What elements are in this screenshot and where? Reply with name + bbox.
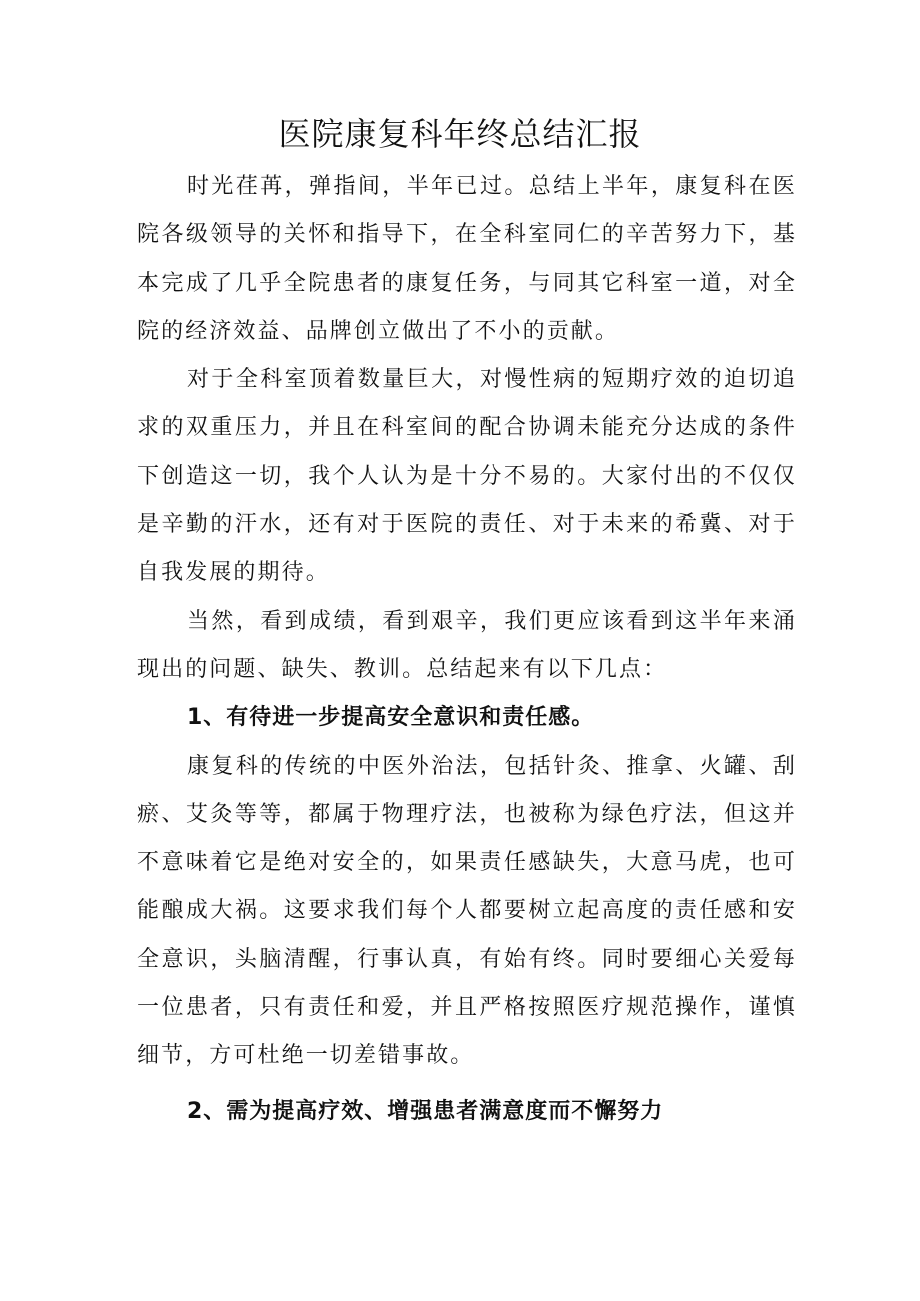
document-title: 医院康复科年终总结汇报 (278, 115, 642, 153)
paragraph-pressure: 对于全科室顶着数量巨大，对慢性病的短期疗效的迫切追求的双重压力，并且在科室间的配合协调未能充分达成的条件下创造这一切，我个人认为是十分不易的。大家付出的不仅仅是辛勤的汗水，还有对于医院的责任、对于未来的希冀、对于自我发展的期待。 (137, 367, 797, 586)
paragraph-problems: 当然，看到成绩，看到艰辛，我们更应该看到这半年来涌现出的问题、缺失、教训。总结起来有以下几点： (137, 608, 797, 682)
document-body (137, 163, 797, 1136)
paragraph-intro: 时光荏苒，弹指间，半年已过。总结上半年，康复科在医院各级领导的关怀和指导下，在全科室同仁的辛苦努力下，基本完成了几乎全院患者的康复任务，与同其它科室一道，对全院的经济效益、品牌创立做出了不小的贡献。 (137, 174, 797, 344)
section-heading-2: 2、需为提高疗效、增强患者满意度而不懈努力 (187, 1098, 664, 1124)
section-heading-1: 1、有待进一步提高安全意识和责任感。 (187, 705, 595, 731)
paragraph-safety: 康复科的传统的中医外治法，包括针灸、推拿、火罐、刮瘀、艾灸等等，都属于物理疗法，也被称为绿色疗法，但这并不意味着它是绝对安全的，如果责任感缺失，大意马虎，也可能酿成大祸。这要求我们每个人都要树立起高度的责任感和安全意识，头脑清醒，行事认真，有始有终。同时要细心关爱每一位患者，只有责任和爱，并且严格按照医疗规范操作，谨慎细节，方可杜绝一切差错事故。 (137, 753, 797, 1069)
